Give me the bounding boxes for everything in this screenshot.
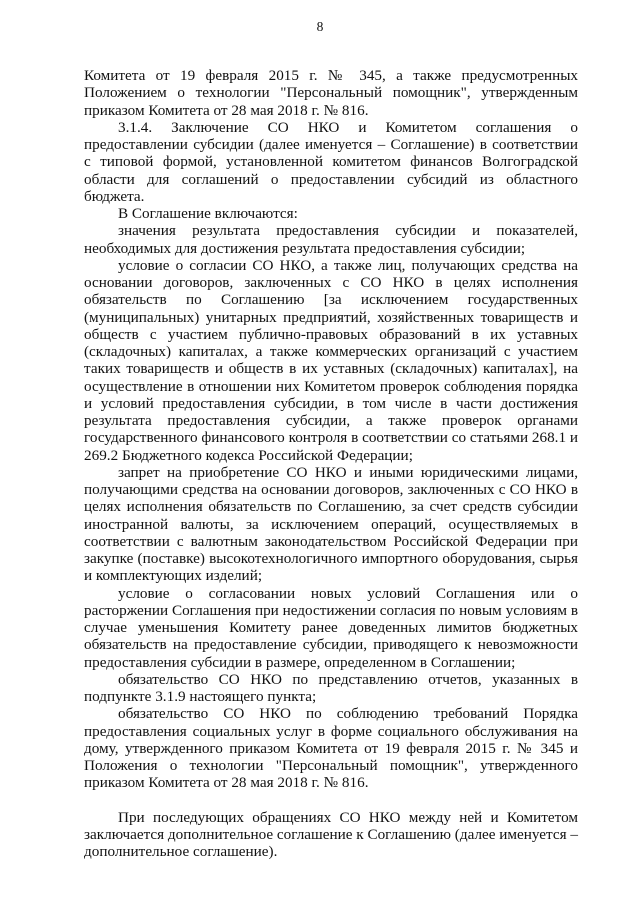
page-number: 8 [316,19,324,34]
paragraph-currency-prohibition: запрет на приобретение СО НКО и иными юридическими лицами, получающими средства на основании договоров, заключенных с СО НКО в целях исполнения обязательств по Соглашению, за счет средств субсидии иностранной валюты, за исключением операций, осуществляемых в соответствии с валютным законодательством Российской Федерации при закупке (поставке) высокотехнологичного импортного оборудования, сырья и комплектующих изделий; [84,463,578,585]
document-body [84,67,578,860]
paragraph-clause-3-1-4: 3.1.4. Заключение СО НКО и Комитетом соглашения о предоставлении субсидии (далее именуется – Соглашение) в соответствии с типовой формой, установленной комитетом финансов Волгоградской области для соглашений о предоставлении субсидий из областного бюджета. [84,118,578,205]
paragraph-new-conditions: условие о согласовании новых условий Соглашения или о расторжении Соглашения при недостижении согласия по новым условиям в случае уменьшения Комитету ранее доведенных лимитов бюджетных обязательств на предоставление субсидии, приводящего к невозможности предоставления субсидии в размере, определенном в Соглашении; [84,584,578,671]
paragraph-reporting-obligation: обязательство СО НКО по представлению отчетов, указанных в подпункте 3.1.9 настоящего пункта; [84,670,578,705]
paragraph-result-values: значения результата предоставления субсидии и показателей, необходимых для достижения результата предоставления субсидии; [84,222,578,257]
paragraph-continuation: Комитета от 19 февраля 2015 г. № 345, а также предусмотренных Положением о технологии "Персональный помощник", утвержденным приказом Комитета от 28 мая 2018 г. № 816. [84,67,578,119]
paragraph-agreement-includes: В Соглашение включаются: [118,205,298,222]
paragraph-consent-condition: условие о согласии СО НКО, а также лиц, получающих средства на основании договоров, заключенных с СО НКО в целях исполнения обязательств по Соглашению [за исключением государственных (муниципальных) унитарных предприятий, хозяйственных товариществ и обществ с участием публично-правовых образований в их уставных (складочных) капиталах, а также коммерческих организаций с участием таких товариществ и обществ в их уставных (складочных) капиталах], на осуществление в отношении них Комитетом проверок соблюдения порядка и условий предоставления субсидии, в том числе в части достижения результата предоставления субсидии, а также проверок органами государственного финансового контроля в соответствии со статьями 268.1 и 269.2 Бюджетного кодекса Российской Федерации; [84,256,578,464]
paragraph-compliance-obligation: обязательство СО НКО по соблюдению требований Порядка предоставления социальных услуг в форме социального обслуживания на дому, утвержденного приказом Комитета от 19 февраля 2015 г. № 345 и Положения о технологии "Персональный помощник", утвержденного приказом Комитета от 28 мая 2018 г. № 816. [84,705,578,792]
paragraph-additional-agreement: При последующих обращениях СО НКО между ней и Комитетом заключается дополнительное соглашение к Соглашению (далее именуется – дополнительное соглашение). [84,808,578,860]
